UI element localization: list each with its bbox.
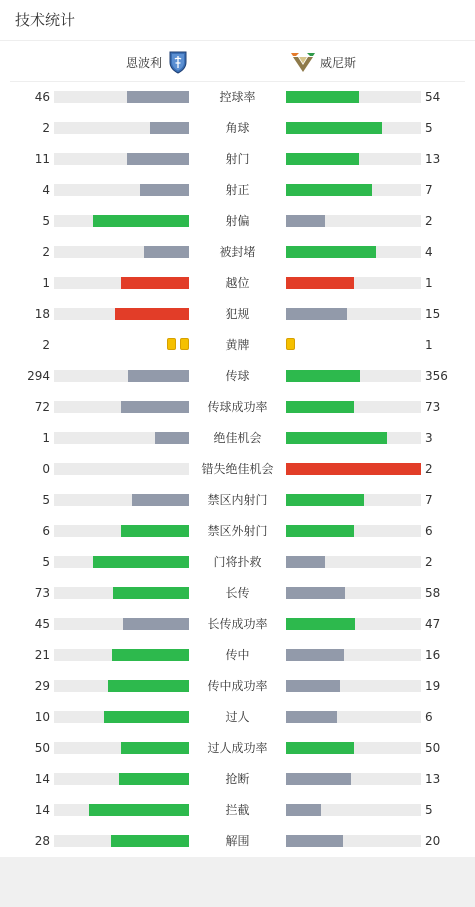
stat-row [0,87,475,107]
away-bar-track [286,556,421,568]
away-value: 47 [425,617,441,631]
away-bar [286,494,364,506]
away-value: 6 [425,524,433,538]
home-bar-track [54,246,189,258]
away-bar-track [286,618,421,630]
stat-row [0,769,475,789]
stat-label: 角球 [225,121,250,135]
away-bar [286,370,360,382]
away-value: 1 [425,276,433,290]
home-value: 0 [42,462,50,476]
away-bar [286,618,355,630]
away-value: 5 [425,121,433,135]
away-bar-track [286,308,421,320]
stat-label: 射偏 [225,214,250,228]
away-bar [286,277,354,289]
away-bar [286,184,372,196]
away-bar-track [286,525,421,537]
divider [10,81,465,82]
stat-label: 错失绝佳机会 [201,462,274,476]
home-bar-track [54,773,189,785]
away-bar [286,835,343,847]
away-value: 356 [425,369,448,383]
away-value: 19 [425,679,441,693]
away-value: 16 [425,648,441,662]
away-bar [286,525,354,537]
home-value: 14 [34,772,50,786]
home-value: 5 [42,493,50,507]
home-bar-track [54,370,189,382]
stat-label: 门将扑救 [213,555,262,569]
home-value: 294 [27,369,50,383]
away-bar [286,91,359,103]
stat-label: 射正 [225,183,250,197]
home-bar [123,618,189,630]
home-bar [121,525,189,537]
home-bar [89,804,189,816]
home-bar-track [54,401,189,413]
stat-label: 长传 [225,586,250,600]
home-value: 5 [42,555,50,569]
away-bar-track [286,587,421,599]
stat-label: 绝佳机会 [213,431,262,445]
home-bar [132,494,189,506]
stat-row [0,149,475,169]
yellow-card-icon [167,338,176,350]
away-bar [286,122,382,134]
home-bar-track [54,649,189,661]
stat-row [0,335,475,355]
away-bar [286,401,354,413]
away-value: 50 [425,741,441,755]
away-value: 13 [425,152,441,166]
stat-label: 越位 [225,276,250,290]
home-bar [119,773,189,785]
home-bar-track [54,587,189,599]
away-bar [286,308,347,320]
away-bar-track [286,463,421,475]
stat-label: 拦截 [225,803,250,817]
home-value: 29 [34,679,50,693]
home-value: 2 [42,121,50,135]
stat-row [0,707,475,727]
home-bar [140,184,189,196]
home-value: 2 [42,245,50,259]
away-value: 15 [425,307,441,321]
away-value: 7 [425,493,433,507]
away-bar [286,556,325,568]
home-bar-track [54,835,189,847]
stat-row [0,366,475,386]
home-value: 73 [34,586,50,600]
home-bar-track [54,184,189,196]
home-value: 10 [34,710,50,724]
home-bar [144,246,189,258]
home-bar [93,556,189,568]
home-bar [115,308,189,320]
away-team [290,49,356,75]
home-value: 1 [42,276,50,290]
away-value: 1 [425,338,433,352]
away-team-logo-icon [290,51,316,73]
stat-row [0,428,475,448]
home-bar-track [54,804,189,816]
home-bar [127,153,189,165]
away-value: 3 [425,431,433,445]
away-value: 4 [425,245,433,259]
home-bar-track [54,463,189,475]
stat-row [0,490,475,510]
away-bar [286,804,321,816]
home-value: 5 [42,214,50,228]
home-value: 46 [34,90,50,104]
home-value: 11 [34,152,50,166]
home-bar [104,711,189,723]
home-bar [150,122,189,134]
home-bar [113,587,189,599]
home-value: 14 [34,803,50,817]
away-bar-track [286,742,421,754]
divider [0,40,475,41]
stat-label: 抢断 [225,772,250,786]
home-bar-track [54,91,189,103]
away-value: 54 [425,90,441,104]
away-bar [286,432,387,444]
away-value: 5 [425,803,433,817]
home-value: 21 [34,648,50,662]
away-bar-track [286,680,421,692]
stat-label: 传球成功率 [207,400,268,414]
home-bar-track [54,556,189,568]
home-bar [93,215,189,227]
stat-row [0,459,475,479]
stat-row [0,180,475,200]
home-team [126,49,188,75]
away-bar-track [286,91,421,103]
home-bar-track [54,711,189,723]
stat-row [0,583,475,603]
away-value: 13 [425,772,441,786]
home-bar [121,742,189,754]
home-value: 4 [42,183,50,197]
away-bar-track [286,494,421,506]
home-bar-track [54,742,189,754]
away-value: 2 [425,555,433,569]
stat-label: 解围 [225,834,250,848]
stat-label: 黄牌 [225,338,250,352]
stat-row [0,676,475,696]
away-bar [286,742,354,754]
away-bar [286,153,359,165]
away-value: 2 [425,214,433,228]
home-bar [108,680,189,692]
home-bar [128,370,189,382]
away-bar [286,649,344,661]
away-team-name: 威尼斯 [320,55,357,70]
away-bar-track [286,370,421,382]
stat-label: 控球率 [219,90,256,104]
away-bar [286,246,376,258]
away-bar-track [286,215,421,227]
away-value: 7 [425,183,433,197]
stat-row [0,242,475,262]
home-value: 28 [34,834,50,848]
away-bar-track [286,835,421,847]
stat-row [0,521,475,541]
away-value: 58 [425,586,441,600]
home-bar [121,277,189,289]
home-bar-track [54,680,189,692]
home-bar-track [54,122,189,134]
away-bar-track [286,432,421,444]
away-value: 73 [425,400,441,414]
away-bar [286,587,345,599]
home-team-name: 恩波利 [126,55,163,70]
away-bar-track [286,804,421,816]
home-yellow-cards [167,338,189,350]
home-bar-track [54,153,189,165]
home-value: 50 [34,741,50,755]
stat-label: 传中 [225,648,250,662]
away-bar [286,215,325,227]
away-bar-track [286,277,421,289]
away-value: 6 [425,710,433,724]
home-bar-track [54,215,189,227]
stat-row [0,800,475,820]
home-bar-track [54,618,189,630]
home-bar-track [54,277,189,289]
stat-row [0,397,475,417]
stat-row [0,211,475,231]
stat-label: 犯规 [225,307,250,321]
home-value: 1 [42,431,50,445]
away-value: 2 [425,462,433,476]
stat-row [0,831,475,851]
stat-label: 禁区内射门 [207,493,268,507]
home-bar-track [54,432,189,444]
away-bar [286,680,340,692]
stat-row [0,273,475,293]
away-bar [286,711,337,723]
home-bar [155,432,189,444]
home-team-logo-icon [168,50,188,74]
home-bar-track [54,525,189,537]
away-bar-track [286,401,421,413]
home-value: 18 [34,307,50,321]
away-bar-track [286,153,421,165]
stat-label: 被封堵 [219,245,256,259]
yellow-card-icon [180,338,189,350]
home-bar-track [54,494,189,506]
stat-row [0,738,475,758]
page-title: 技术统计 [15,11,76,29]
stat-row [0,304,475,324]
home-value: 45 [34,617,50,631]
stat-label: 长传成功率 [207,617,268,631]
stat-label: 射门 [225,152,250,166]
away-bar [286,463,421,475]
stat-label: 过人成功率 [207,741,268,755]
home-bar-track [54,308,189,320]
away-bar-track [286,711,421,723]
home-value: 2 [42,338,50,352]
home-value: 6 [42,524,50,538]
home-bar [111,835,189,847]
away-bar-track [286,184,421,196]
away-bar-track [286,246,421,258]
away-value: 20 [425,834,441,848]
home-value: 72 [34,400,50,414]
stat-label: 传中成功率 [207,679,268,693]
stat-label: 传球 [225,369,250,383]
away-yellow-cards [286,338,295,350]
yellow-card-icon [286,338,295,350]
away-bar [286,773,351,785]
stat-label: 过人 [225,710,250,724]
stat-label: 禁区外射门 [207,524,268,538]
home-bar [121,401,189,413]
stat-row [0,552,475,572]
away-bar-track [286,649,421,661]
home-bar [127,91,189,103]
away-bar-track [286,122,421,134]
home-bar [112,649,189,661]
stat-row [0,614,475,634]
stat-row [0,118,475,138]
away-bar-track [286,773,421,785]
stat-row [0,645,475,665]
